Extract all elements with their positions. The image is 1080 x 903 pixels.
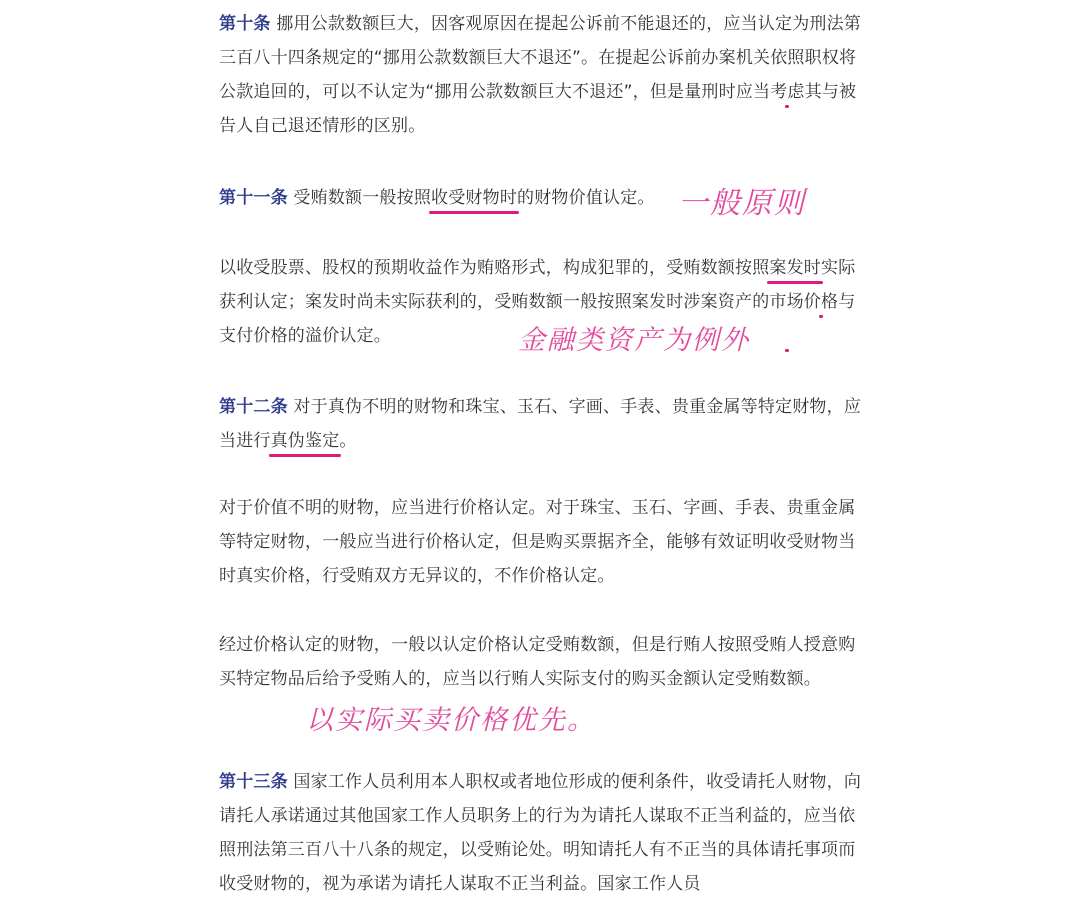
underlined-text: 场价格与支付价格的溢价	[219, 292, 856, 346]
article-number: 第十二条	[219, 397, 288, 417]
paragraph-article-12	[219, 390, 869, 458]
body-text: 认定；案发时尚未实际获利的，受贿数额一般按照案发时涉案资产的市	[253, 292, 787, 312]
body-text: 。	[339, 431, 357, 451]
article-number: 第十三条	[219, 772, 288, 792]
underlined-text: 实际获利	[219, 258, 856, 312]
body-text: 的，可以不认定为“挪用公款数额巨大不退还”，但是量刑时应当考虑其与被告人自己退还情形的区别。	[219, 82, 857, 136]
body-text: 经过价格认定的财物，一般以认定价格认定受贿数额，但是行贿人按照受贿人授意购买特定物品后给予受贿人的，应当以行贿人实际支付的购买金额认定受贿数额。	[219, 635, 856, 689]
article-number: 第十条	[219, 14, 271, 34]
body-text: 的财物价值认定。	[517, 188, 655, 208]
underlined-text: 照职权将公款追回	[219, 48, 857, 102]
body-text: 国家工作人员利用本人职权或者地位形成的便利条件，收受请托人财物，向请托人承诺通过其他国家工作人员职务上的行为为请托人谋取不正当利益的，应当依照刑法第三百八十八条的规定，以受贿论处。明知请托人有不正当的具体请托事项而收受财物的，视为承诺为请托人谋取不正当利益。国家工作人员	[219, 772, 862, 894]
article-number: 第十一条	[219, 188, 288, 208]
body-text: 受贿数额一般按照	[287, 188, 432, 208]
paragraph-article-12-price	[219, 491, 869, 593]
paragraph-article-10	[219, 7, 869, 143]
body-text: 对于价值不明的财物，应当进行价格认定。对于珠宝、玉石、字画、手表、贵重金属等特定财物，一般应当进行价格认定，但是购买票据齐全，能够有效证明收受财物当时真实价格，行受贿双方无异议的，不作价格认定。	[219, 498, 856, 586]
body-text: 对于真伪不明的财物和珠宝、玉石、字画、手表、贵重金属等特定财物，应当进行	[219, 397, 862, 451]
body-text: 认定。	[339, 326, 392, 346]
underlined-text: 案发时	[769, 258, 822, 278]
body-text: 以收受股票、股权的预期收益作为贿赂形式，构成犯罪的，受贿数额按照	[219, 258, 770, 278]
underlined-text: 收受财物时	[431, 188, 518, 208]
handwritten-note-actual-price-first: 以实际买卖价格优先。	[306, 705, 596, 736]
handwritten-note-general-rule: 一般原则	[678, 186, 806, 221]
paragraph-article-13	[219, 765, 869, 901]
paragraph-article-12-purchase	[219, 628, 869, 696]
underlined-text: 真伪鉴定	[270, 431, 340, 451]
body-text: 挪用公款数额巨大，因客观原因在提起公诉前不能退还的，应当认定为刑法第三百八十四条规定的“挪用公款数额巨大不退还”。在提起公诉前办案机关依	[219, 14, 862, 68]
handwritten-note-financial-exception: 金融类资产为例外	[518, 325, 750, 356]
